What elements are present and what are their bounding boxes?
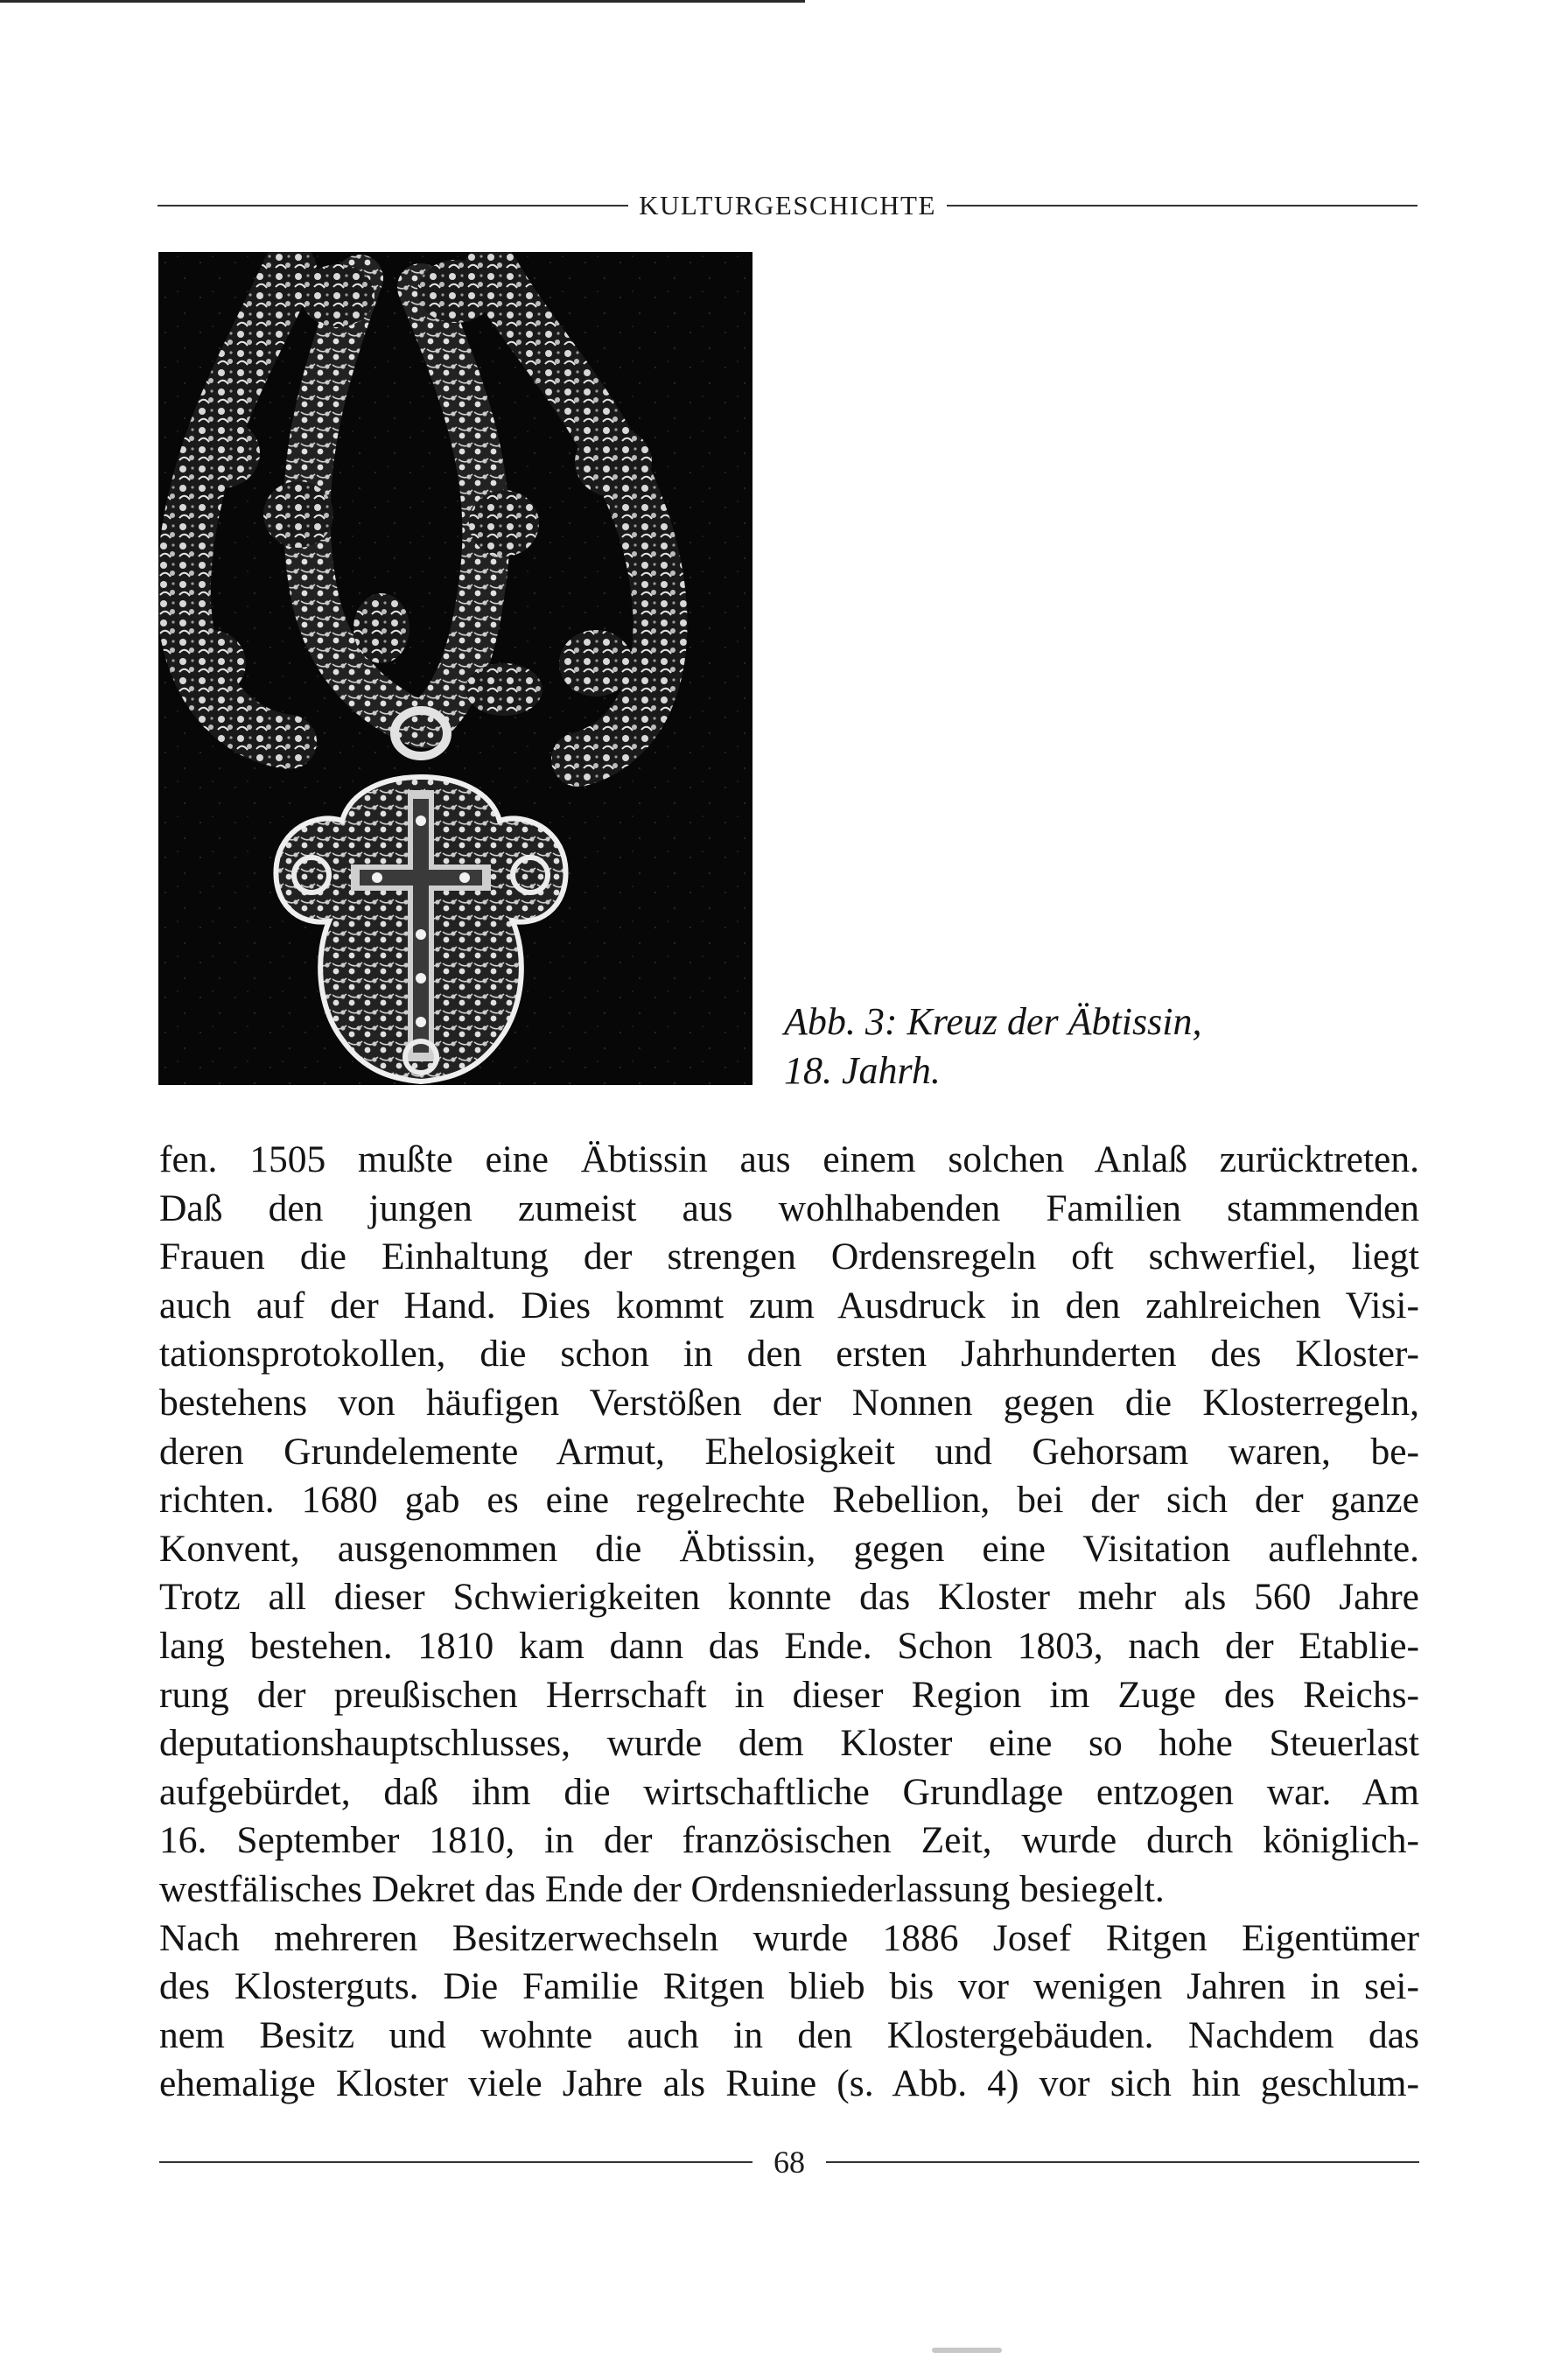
text-line: bestehens von häufigen Verstößen der Nonnen gegen die Klosterregeln, [159,1381,1419,1424]
text-line: auch auf der Hand. Dies kommt zum Ausdruck in den zahlreichen Visi- [159,1284,1419,1326]
text-line: richten. 1680 gab es eine regelrechte Rebellion, bei der sich der ganze [159,1479,1419,1522]
scan-top-edge [0,0,805,3]
page-number: 68 [774,2145,805,2180]
text-line: des Klosterguts. Die Familie Ritgen blieb bis vor wenigen Jahren in sei- [159,1965,1419,2008]
figure-caption-line: 18. Jahrh. [784,1049,941,1092]
body-text [159,1136,1419,2109]
text-line: Trotz all dieser Schwierigkeiten konnte das Kloster mehr als 560 Jahre [159,1576,1419,1619]
text-line: Konvent, ausgenommen die Äbtissin, gegen eine Visitation auflehnte. [159,1527,1419,1570]
text-line: Frauen die Einhaltung der strengen Ordensregeln oft schwerfiel, liegt [159,1236,1419,1278]
figure-caption-line: Abb. 3: Kreuz der Äbtissin, [784,1000,1202,1043]
running-header [158,186,1418,225]
text-line: Daß den jungen zumeist aus wohlhabenden Familien stammenden [159,1186,1419,1229]
text-line: westfälisches Dekret das Ende der Ordensniederlassung besiegelt. [159,1867,1165,1910]
text-line: Nach mehreren Besitzerwechseln wurde 1886 Josef Ritgen Eigentümer [159,1916,1419,1959]
text-line: deputationshauptschlusses, wurde dem Kloster eine so hohe Steuerlast [159,1722,1419,1765]
footer-rule-left [159,2161,752,2163]
figure-photo [158,252,752,1085]
running-header-title: KULTURGESCHICHTE [639,190,936,220]
scan-artifact [932,2348,1002,2353]
text-line: deren Grundelemente Armut, Ehelosigkeit und Gehorsam waren, be- [159,1430,1419,1473]
text-line: aufgebürdet, daß ihm die wirtschaftliche Grundlage entzogen war. Am [159,1770,1419,1813]
figure-caption [784,998,1274,1096]
cross-necklace-photo [158,252,752,1085]
text-line: lang bestehen. 1810 kam dann das Ende. Schon 1803, nach der Etablie- [159,1624,1419,1667]
text-line: nem Besitz und wohnte auch in den Klostergebäuden. Nachdem das [159,2013,1419,2056]
text-line: fen. 1505 mußte eine Äbtissin aus einem solchen Anlaß zurücktreten. [159,1138,1419,1180]
page-footer [159,2140,1419,2184]
header-rule-left [158,205,628,206]
text-line: 16. September 1810, in der französischen Zeit, wurde durch königlich- [159,1819,1419,1862]
text-line: rung der preußischen Herrschaft in dieser Region im Zuge des Reichs- [159,1673,1419,1716]
header-rule-right [947,205,1418,206]
text-line: tationsprotokollen, die schon in den ersten Jahrhunderten des Kloster- [159,1333,1419,1376]
text-line: ehemalige Kloster viele Jahre als Ruine (s. Abb. 4) vor sich hin geschlum- [159,2062,1419,2105]
footer-rule-right [826,2161,1419,2163]
